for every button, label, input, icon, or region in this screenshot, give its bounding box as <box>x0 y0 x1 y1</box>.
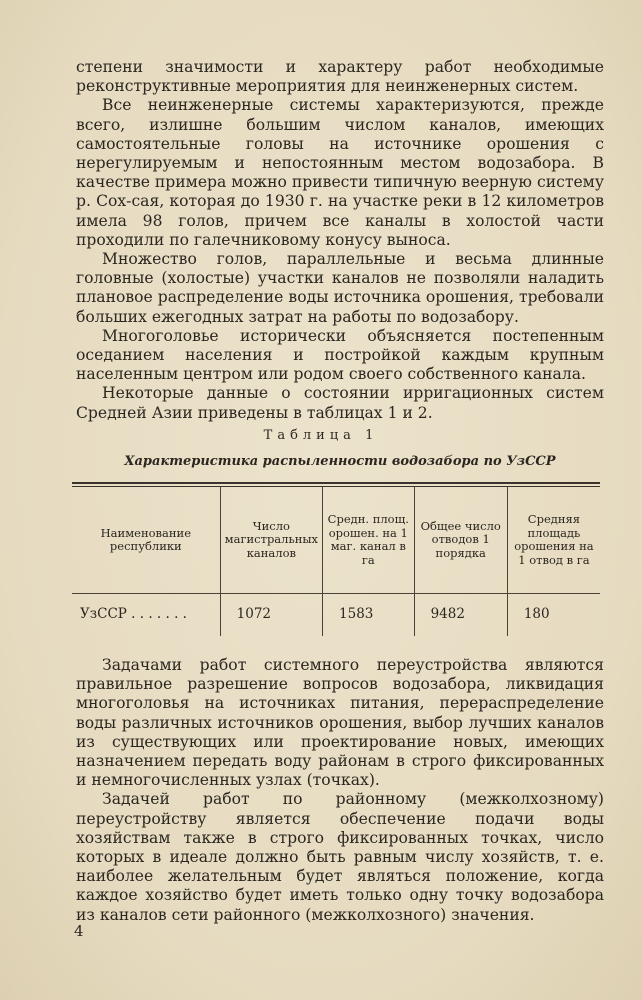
column-header: Средн. площ. орошен. на 1 маг. канал в га <box>323 487 415 594</box>
table-label: Таблица 1 <box>263 428 379 443</box>
body-text-top <box>76 58 604 423</box>
column-header: Общее число отводов 1 порядка <box>414 487 507 594</box>
paragraph: Множество голов, параллельные и весьма длинные головные (холостые) участки каналов не позволяли наладить плановое распределение воды источника орошения, требовали больших ежегодных затрат на работы по водозабору. <box>76 250 604 326</box>
paragraph: Все неинженерные системы характеризуются, прежде всего, излишне большим числом каналов, имеющих самостоятельные головы на источнике орошения с нерегулируемым и непостоянным местом водозабора. В качестве примера можно привести типичную веерную систему р. Сох-сая, которая до 1930 г. на участке реки в 12 километров имела 98 голов, причем все каналы в холостой части проходили по галечниковому конусу выноса. <box>76 96 604 249</box>
table-cell: 1072 <box>220 594 322 637</box>
table-cell: 9482 <box>414 594 507 637</box>
paragraph: Задачей работ по районному (межколхозному) переустройству является обеспечение подачи воды хозяйствам также в строго фиксированных точках, число которых в идеале должно быть равным числу хозяйств, т. е. наиболее желательным будет являться положение, когда каждое хозяйство будет иметь только одну точку водозабора из каналов сети районного (межколхозного) значения. <box>76 790 604 924</box>
page-number: 4 <box>74 922 84 940</box>
paragraph: степени значимости и характеру работ необходимые реконструктивные мероприятия для неинженерных систем. <box>76 58 604 96</box>
paragraph: Многоголовье исторически объясняется постепенным оседанием населения и постройкой каждым крупным населенным центром или родом своего собственного канала. <box>76 326 604 384</box>
table-cell: 180 <box>523 606 550 623</box>
column-header: Наименование республики <box>72 487 220 594</box>
table-cell: 1583 <box>323 594 415 637</box>
paragraph: Задачами работ системного переустройства являются правильное разрешение вопросов водозабора, ликвидация многоголовья на источниках питания, перераспределение воды различных источников орошения, выбор лучших каналов из существующих или проектирование новых, имеющих назначением передать воду районам в строго фиксированных и немногочисленных узлах (точках). <box>76 656 604 790</box>
data-table <box>72 482 600 636</box>
table-row <box>72 594 600 637</box>
paragraph: Некоторые данные о состоянии ирригационных систем Средней Азии приведены в таблицах 1 и 2. <box>76 384 604 422</box>
table-header-row <box>72 487 600 594</box>
table-cell: УзССР . . . . . . . <box>72 594 220 637</box>
body-text-bottom <box>76 656 604 925</box>
column-header: Число магистральных каналов <box>220 487 322 594</box>
column-header: Средняя площадь орошения на 1 отвод в га <box>507 487 600 594</box>
table-title: Характеристика распыленности водозабора по УзССР <box>124 454 556 469</box>
